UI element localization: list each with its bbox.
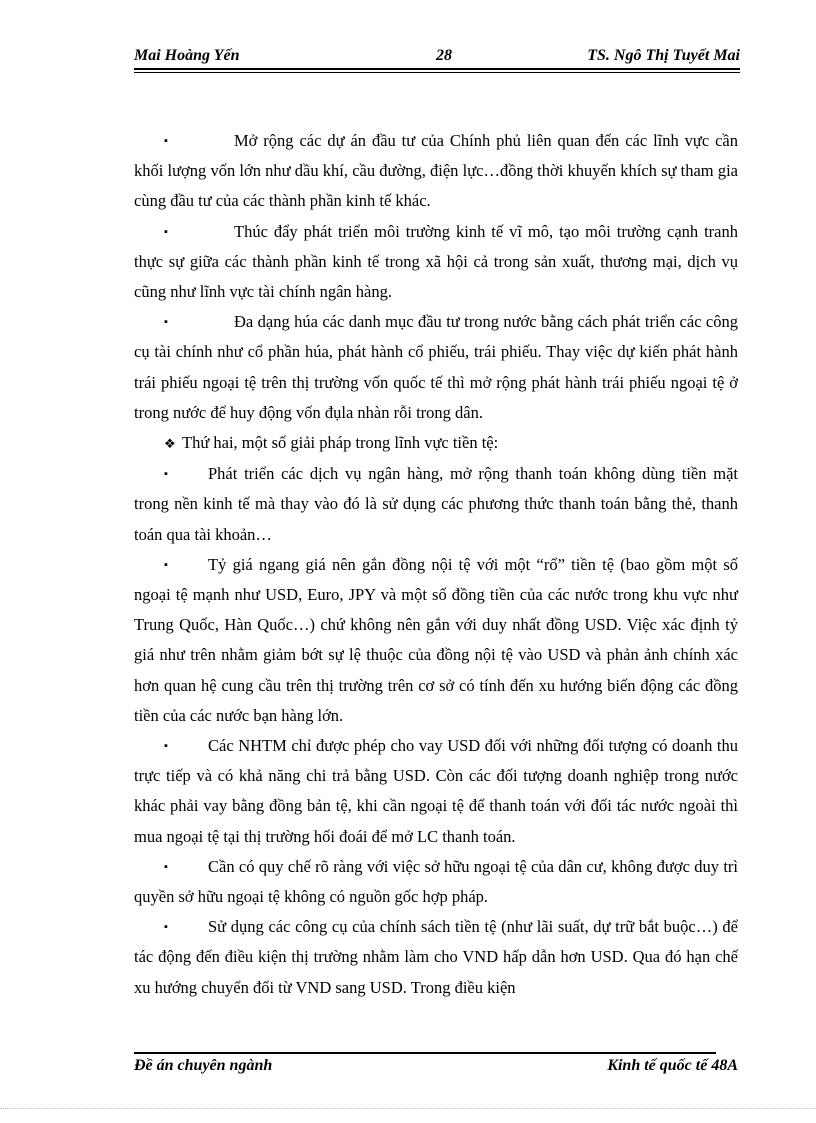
square-bullet-icon: ▪ <box>164 316 168 329</box>
paragraph-text: Sử dụng các công cụ của chính sách tiền tệ (như lãi suất, dự trữ bắt buộc…) để tác động đến điều kiện thị trường nhằm làm cho VND hấp dẫn hơn USD. Qua đó hạn chế xu hướng chuyển đổi từ VND sang USD. Trong điều kiện <box>134 917 738 997</box>
square-bullet-icon: ▪ <box>164 468 168 481</box>
page-number: 28 <box>436 47 452 64</box>
square-bullet-icon: ▪ <box>164 558 168 571</box>
paragraph-text: Tỷ giá ngang giá nên gắn đồng nội tệ với một “rổ” tiền tệ (bao gồm một số ngoại tệ mạnh như USD, Euro, JPY và một số đồng tiền của các nước trong khu vực như Trung Quốc, Hàn Quốc…) chứ không nên gắn với duy nhất đồng USD. Việc xác định tỷ giá như trên nhằm giảm bớt sự lệ thuộc của đồng nội tệ vào USD và phản ảnh chính xác hơn quan hệ cung cầu trên thị trường trên cơ sở có tính đến xu hướng biến động các đồng tiền của các nước bạn hàng lớn. <box>134 554 738 725</box>
header-rule <box>134 68 740 70</box>
paragraph-text: Các NHTM chỉ được phép cho vay USD đối với những đối tượng có doanh thu trực tiếp và có khả năng chi trả bằng USD. Còn các đối tượng doanh nghiệp trong nước khác phải vay bằng đồng bản tệ, khi cần ngoại tệ để thanh toán với đối tác nước ngoài thì mua ngoại tệ tại thị trường hối đoái để mở LC thanh toán. <box>134 736 738 846</box>
paragraph <box>134 852 738 912</box>
section-heading <box>134 428 738 459</box>
paragraph <box>134 912 738 1003</box>
paragraph <box>134 217 738 308</box>
square-bullet-icon: ▪ <box>164 225 168 238</box>
paragraph <box>134 126 738 217</box>
paragraph-text: Phát triển các dịch vụ ngân hàng, mở rộng thanh toán không dùng tiền mặt trong nền kinh tế mà thay vào đó là sử dụng các phương thức thanh toán bằng thẻ, thanh toán qua tài khoản… <box>134 464 738 544</box>
footer-class: Kinh tế quốc tế 48A <box>607 1057 738 1074</box>
paragraph-text: Thúc đẩy phát triển môi trường kinh tế vĩ mô, tạo môi trường cạnh tranh thực sự giữa các thành phần kinh tế trong xã hội cả trong sản xuất, thương mại, dịch vụ cũng như lĩnh vực tài chính ngân hàng. <box>134 221 738 302</box>
square-bullet-icon: ▪ <box>164 740 168 753</box>
paragraph-text: Mở rộng các dự án đầu tư của Chính phủ liên quan đến các lĩnh vực cần khối lượng vốn lớn như dầu khí, cầu đường, điện lực…đồng thời khuyến khích sự tham gia cùng đầu tư của các thành phần kinh tế khác. <box>134 131 738 211</box>
paragraph <box>134 550 738 731</box>
paragraph-text: Đa dạng húa các danh mục đầu tư trong nước bằng cách phát triển các công cụ tài chính như cổ phần húa, phát hành cổ phiếu, trái phiếu. Thay việc dự kiến phát hành trái phiếu ngoại tệ trên thị trường vốn quốc tế thì mở rộng phát hành trái phiếu ngoại tệ ở trong nước để huy động vốn đụla nhàn rỗi trong dân. <box>134 312 738 422</box>
page-edge-divider <box>0 1108 816 1109</box>
header-rule-thin <box>134 72 740 73</box>
header-supervisor: TS. Ngô Thị Tuyết Mai <box>587 47 740 64</box>
header-author: Mai Hoàng Yến <box>134 47 240 64</box>
page-footer <box>134 1056 738 1076</box>
paragraph <box>134 731 738 852</box>
paragraph <box>134 459 738 550</box>
square-bullet-icon: ▪ <box>164 921 168 934</box>
footer-document-type: Đề án chuyên ngành <box>134 1057 273 1074</box>
paragraph <box>134 307 738 428</box>
square-bullet-icon: ▪ <box>164 135 168 147</box>
page-header <box>134 46 740 66</box>
square-bullet-icon: ▪ <box>164 860 168 873</box>
diamond-bullet-icon: ❖ <box>164 436 176 452</box>
section-heading-text: Thứ hai, một số giải pháp trong lĩnh vực tiền tệ: <box>182 433 499 453</box>
paragraph-text: Cần có quy chế rõ ràng với việc sở hữu ngoại tệ của dân cư, không được duy trì quyền sở hữu ngoại tệ không có nguồn gốc hợp pháp. <box>134 856 738 907</box>
page-body <box>134 126 738 1003</box>
footer-rule <box>134 1052 716 1054</box>
